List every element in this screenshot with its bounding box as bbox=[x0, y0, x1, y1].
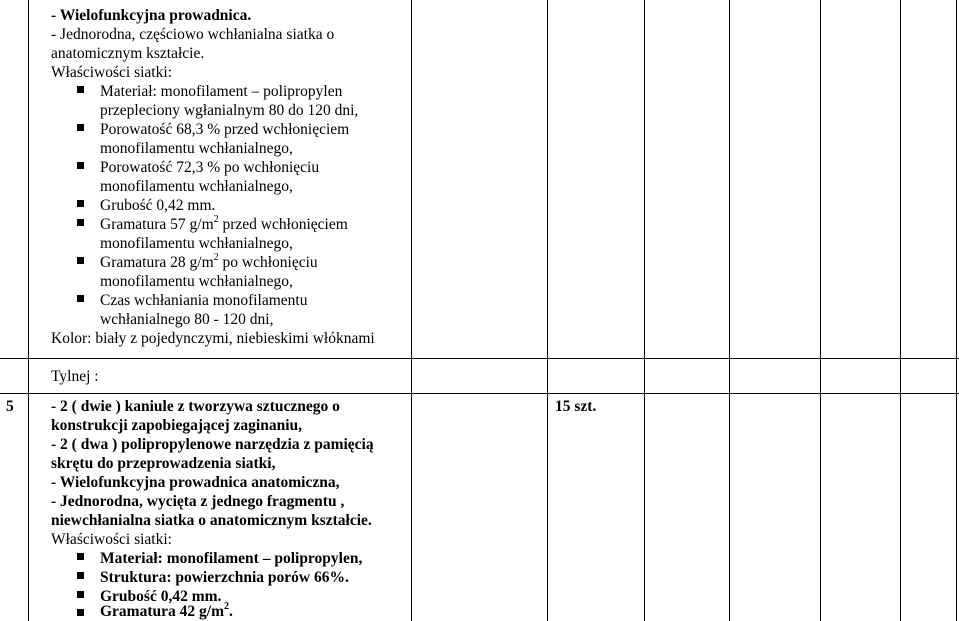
bullet-text: monofilamentu wchłanialnego, bbox=[100, 235, 293, 252]
row-divider bbox=[0, 393, 959, 394]
bullet-icon bbox=[77, 295, 84, 302]
bullet-text: monofilamentu wchłanialnego, bbox=[100, 273, 293, 290]
quantity: 15 szt. bbox=[555, 398, 597, 415]
row-number: 5 bbox=[6, 398, 14, 415]
desc-line: anatomicznym kształcie. bbox=[51, 45, 205, 62]
bullet-icon bbox=[77, 257, 84, 264]
gramatura-text: Gramatura 28 g/m bbox=[100, 254, 214, 271]
gramatura-text: . bbox=[228, 603, 233, 620]
bullet-text: Materiał: monofilament – polipropylen, bbox=[100, 550, 363, 567]
desc-line: - Jednorodna, częściowo wchłanialna siatka o bbox=[51, 26, 335, 43]
col-divider bbox=[820, 0, 821, 621]
desc-line: konstrukcji zapobiegającej zaginaniu, bbox=[51, 417, 303, 434]
gramatura-text: Gramatura 57 g/m bbox=[100, 216, 214, 233]
bullet-icon bbox=[77, 86, 84, 93]
bullet-text: Materiał: monofilament – polipropylen bbox=[100, 83, 343, 100]
bullet-text: monofilamentu wchłanialnego, bbox=[100, 178, 293, 195]
desc-line: skrętu do przeprowadzenia siatki, bbox=[51, 455, 276, 472]
gramatura-text: po wchłonięciu bbox=[218, 254, 318, 271]
col-divider bbox=[411, 0, 412, 621]
bullet-icon bbox=[77, 553, 84, 560]
desc-line: - 2 ( dwa ) polipropylenowe narzędzia z pamięcią bbox=[51, 436, 374, 453]
col-divider bbox=[547, 0, 548, 621]
col-divider bbox=[729, 0, 730, 621]
row-divider bbox=[0, 358, 959, 359]
desc-line: - Jednorodna, wycięta z jednego fragmentu , bbox=[51, 493, 345, 510]
col-divider bbox=[28, 0, 29, 621]
bullet-text: monofilamentu wchłanialnego, bbox=[100, 140, 293, 157]
color-line: Kolor: biały z pojedynczymi, niebieskimi włóknami bbox=[51, 330, 375, 347]
bullet-text bbox=[100, 215, 348, 234]
superscript: 2 bbox=[213, 252, 219, 263]
bullet-icon bbox=[77, 572, 84, 579]
gramatura-text: Gramatura 42 g/m bbox=[100, 603, 224, 620]
desc-line: - Wielofunkcyjna prowadnica. bbox=[51, 7, 252, 24]
desc-line: Właściwości siatki: bbox=[51, 531, 172, 548]
desc-line: - 2 ( dwie ) kaniule z tworzywa sztucznego o bbox=[51, 398, 340, 415]
desc-line: Właściwości siatki: bbox=[51, 64, 172, 81]
gramatura-text: przed wchłonięciem bbox=[218, 216, 348, 233]
col-divider bbox=[956, 0, 957, 621]
section-label: Tylnej : bbox=[51, 368, 99, 385]
bullet-text: Grubość 0,42 mm. bbox=[100, 588, 222, 605]
bullet-text bbox=[100, 602, 233, 621]
bullet-text: Struktura: powierzchnia porów 66%. bbox=[100, 569, 349, 586]
bullet-text: Czas wchłaniania monofilamentu bbox=[100, 292, 308, 309]
bullet-icon bbox=[77, 124, 84, 131]
bullet-text: Porowatość 68,3 % przed wchłonięciem bbox=[100, 121, 350, 138]
bullet-icon bbox=[77, 219, 84, 226]
bullet-icon bbox=[77, 591, 84, 598]
desc-line: niewchłanialna siatka o anatomicznym kształcie. bbox=[51, 512, 372, 529]
col-divider bbox=[644, 0, 645, 621]
bullet-text: Grubość 0,42 mm. bbox=[100, 197, 216, 214]
bullet-text bbox=[100, 253, 318, 272]
bullet-icon bbox=[77, 200, 84, 207]
bullet-text: wchłanialnego 80 - 120 dni, bbox=[100, 311, 274, 328]
superscript: 2 bbox=[213, 214, 219, 225]
superscript: 2 bbox=[223, 601, 229, 612]
bullet-text: Porowatość 72,3 % po wchłonięciu bbox=[100, 159, 320, 176]
bullet-icon bbox=[77, 162, 84, 169]
bullet-icon bbox=[77, 609, 84, 616]
bullet-text: przepleciony wgłanialnym 80 do 120 dni, bbox=[100, 102, 359, 119]
desc-line: - Wielofunkcyjna prowadnica anatomiczna, bbox=[51, 474, 340, 491]
col-divider bbox=[900, 0, 901, 621]
